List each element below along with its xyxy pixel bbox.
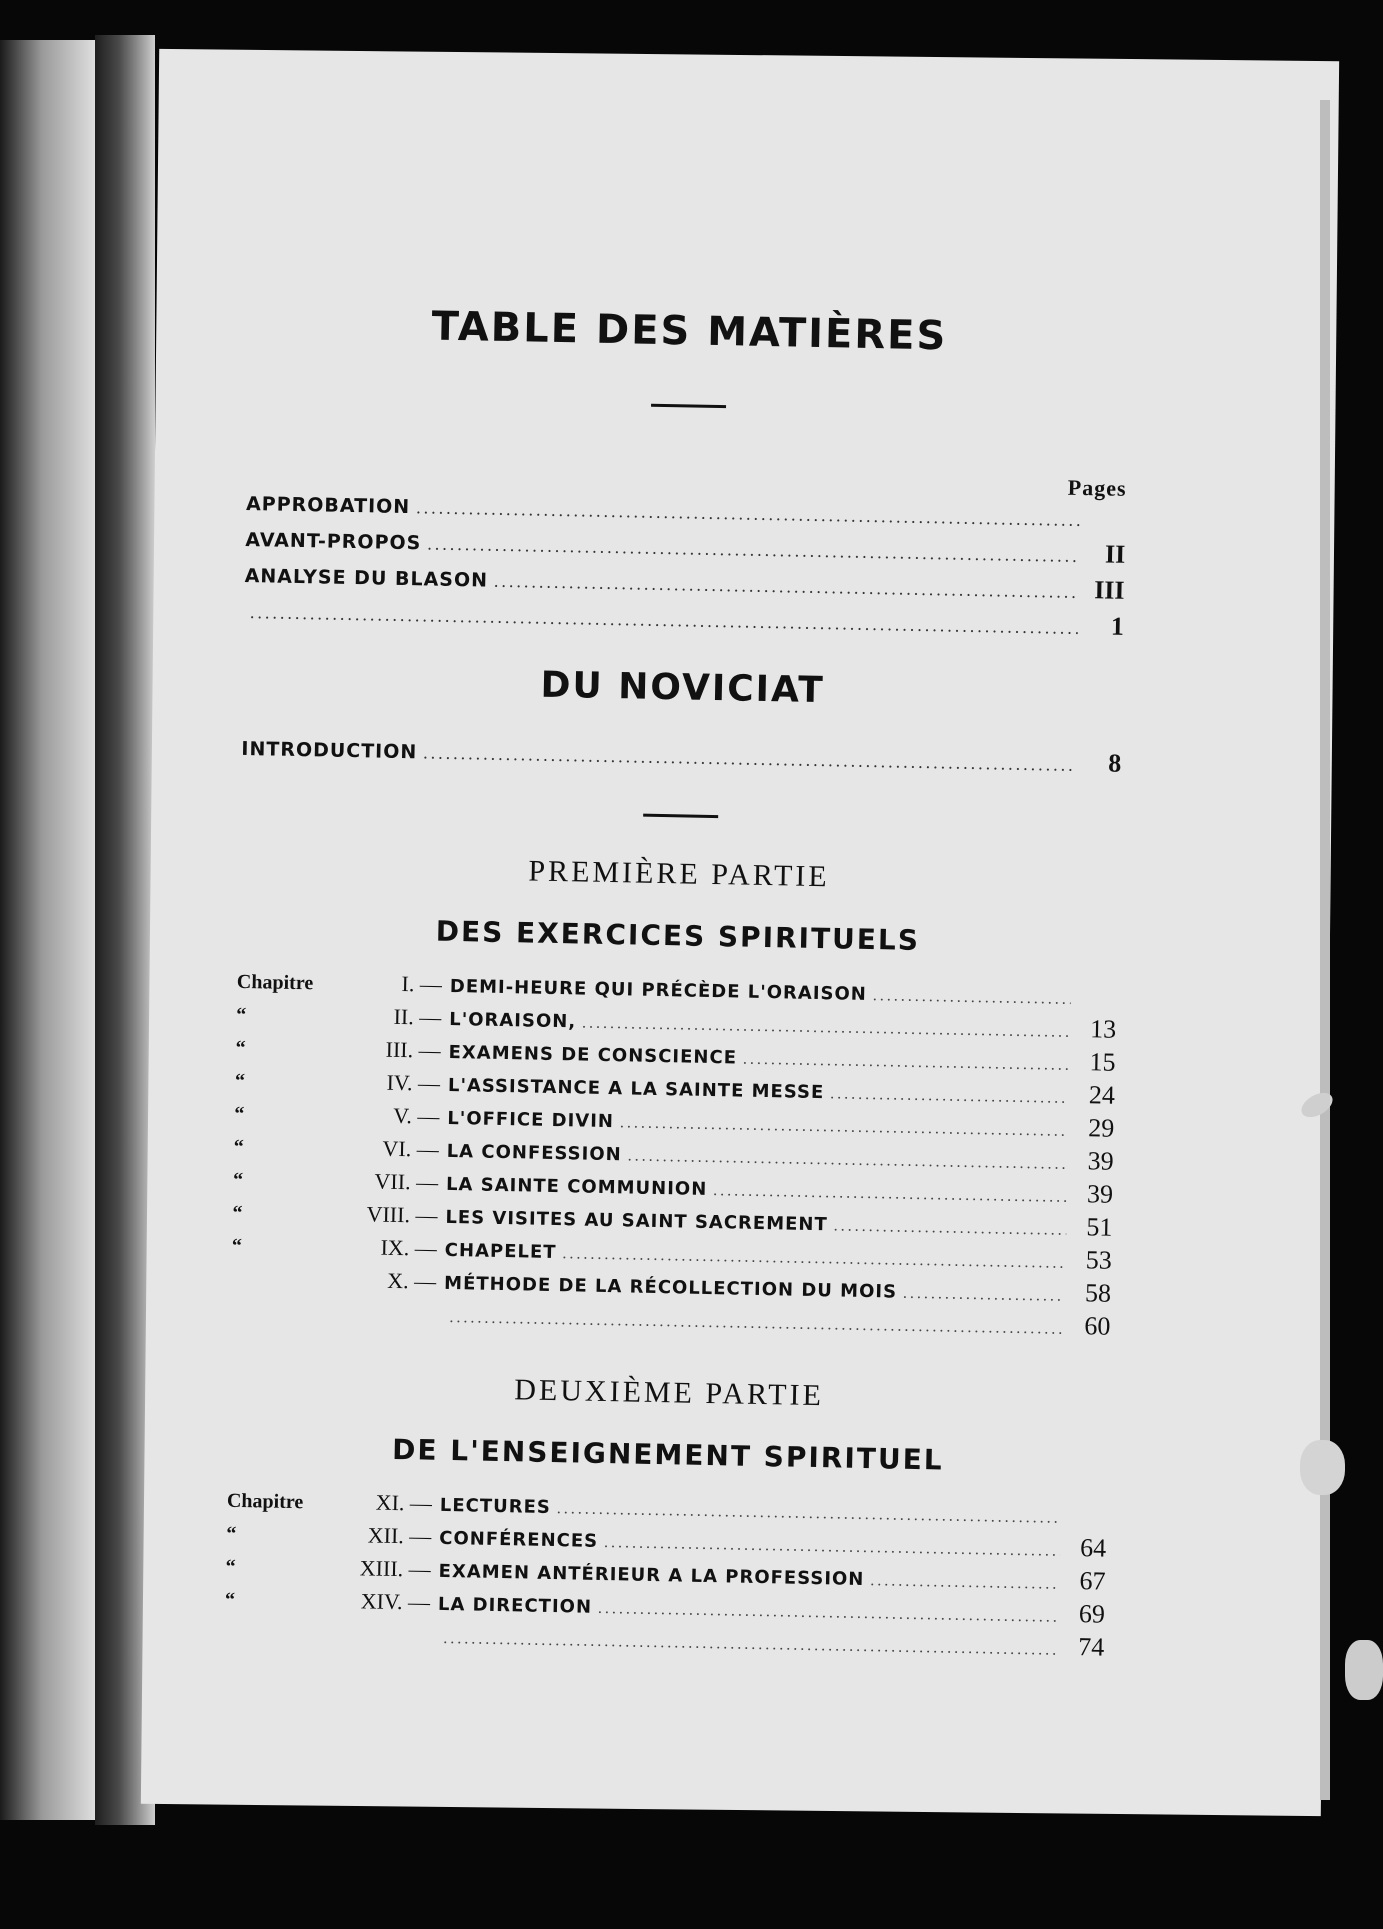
entry-label: APPROBATION [245, 492, 411, 519]
toc-entry-introduction [241, 730, 1122, 783]
chapter-number: VIII. — [366, 1201, 438, 1228]
leader-dots [830, 1079, 1069, 1113]
part-title: DEUXIÈME PARTIE [514, 1373, 825, 1413]
chapter-lead: “ [234, 1069, 246, 1093]
chapter-title: L'ASSISTANCE A LA SAINTE MESSE [447, 1074, 825, 1104]
chapter-lead [230, 1318, 340, 1320]
leader-dots [903, 1279, 1066, 1311]
chapter-title: MÉTHODE DE LA RÉCOLLECTION DU MOIS [443, 1272, 898, 1303]
chapter-lead: “ [232, 1201, 243, 1225]
divider [643, 814, 718, 818]
divider [651, 404, 726, 408]
chapter-number: VII. — [374, 1168, 439, 1195]
chapter-lead: “ [236, 1003, 247, 1027]
leader-dots [870, 1566, 1060, 1599]
front-matter-list [244, 487, 1127, 646]
chapter-title: EXAMENS DE CONSCIENCE [448, 1041, 738, 1069]
chapter-number: XIV. — [360, 1588, 431, 1615]
chapter-title: LES VISITES AU SAINT SACREMENT [445, 1206, 828, 1236]
entry-page: 1 [1110, 611, 1125, 641]
chapter-lead: “ [226, 1522, 237, 1545]
chapter-number: III. — [385, 1036, 441, 1063]
part-subtitle: DE L'ENSEIGNEMENT SPIRITUEL [391, 1432, 944, 1477]
chapter-lead: “ [235, 1036, 246, 1060]
chapter-title: L'ORAISON, [449, 1008, 577, 1033]
scan-artifact [1300, 1440, 1345, 1495]
chapter-number [334, 1641, 437, 1643]
chapter-lead: “ [233, 1135, 244, 1159]
chapter-page: 67 [1079, 1566, 1106, 1596]
chapter-lead: Chapitre [236, 970, 314, 995]
chapter-title: LA DIRECTION [437, 1593, 593, 1618]
chapter-page: 60 [1084, 1311, 1111, 1341]
entry-page: II [1104, 539, 1126, 569]
entry-page: III [1093, 575, 1125, 605]
leader-dots [833, 1211, 1066, 1244]
chapter-lead: “ [224, 1588, 236, 1611]
section-title: DU NOVICIAT [540, 664, 826, 712]
pages-column-header: Pages [1067, 474, 1127, 501]
page-title: TABLE DES MATIÈRES [431, 303, 948, 360]
leader-dots [423, 735, 1076, 782]
chapter-title: LA CONFESSION [446, 1140, 622, 1166]
chapter-lead: “ [231, 1234, 243, 1258]
leader-dots [449, 1303, 1064, 1344]
chapter-page: 24 [1088, 1080, 1116, 1110]
chapter-number: V. — [393, 1102, 440, 1129]
entry-label: ANALYSE DU BLASON [244, 564, 489, 592]
chapter-title: CHAPELET [444, 1239, 557, 1264]
chapter-title: EXAMEN ANTÉRIEUR A LA PROFESSION [438, 1560, 865, 1591]
chapter-page: 74 [1078, 1632, 1105, 1662]
chapter-page: 69 [1078, 1599, 1106, 1629]
chapter-number: XII. — [367, 1522, 432, 1549]
chapter-page [1067, 1523, 1107, 1524]
entry-page [1086, 526, 1126, 527]
chapter-title: LECTURES [439, 1494, 552, 1518]
chapter-page: 39 [1086, 1179, 1114, 1209]
chapter-lead: “ [225, 1555, 236, 1578]
entry-label: INTRODUCTION [241, 737, 418, 764]
chapter-lead: “ [234, 1102, 245, 1126]
chapter-number: IX. — [380, 1234, 438, 1261]
scan-artifact [1345, 1640, 1383, 1700]
chapter-number: II. — [393, 1003, 442, 1030]
chapter-page: 53 [1085, 1245, 1113, 1275]
chapter-page: 39 [1087, 1146, 1114, 1176]
entry-page: 8 [1107, 748, 1122, 778]
chapter-list [230, 966, 1117, 1345]
chapter-lead [224, 1639, 334, 1641]
chapter-lead: “ [232, 1168, 244, 1192]
chapter-number: XI. — [375, 1489, 433, 1516]
chapter-title: CONFÉRENCES [439, 1527, 599, 1552]
chapter-page: 29 [1087, 1113, 1115, 1143]
chapter-page: 58 [1084, 1278, 1112, 1308]
chapter-title: DEMI-HEURE QUI PRÉCÈDE L'ORAISON [449, 975, 868, 1005]
chapter-lead [231, 1285, 341, 1287]
chapter-number: X. — [387, 1267, 437, 1294]
chapter-page: 51 [1086, 1212, 1113, 1242]
chapter-number [340, 1320, 443, 1322]
leader-dots [873, 981, 1071, 1014]
chapter-number: VI. — [382, 1135, 439, 1162]
chapter-number: IV. — [386, 1069, 441, 1096]
chapter-title: LA SAINTE COMMUNION [445, 1173, 708, 1200]
chapter-list [224, 1485, 1107, 1666]
part-title: PREMIÈRE PARTIE [528, 854, 830, 894]
chapter-page: 64 [1079, 1533, 1107, 1563]
chapter-number: XIII. — [359, 1555, 431, 1582]
table-of-contents [224, 300, 1130, 1666]
chapter-number: I. — [401, 971, 443, 997]
entry-label: AVANT-PROPOS [245, 528, 422, 555]
chapter-lead: Chapitre [226, 1489, 304, 1514]
page-edge [1320, 100, 1330, 1800]
part-subtitle: DES EXERCICES SPIRITUELS [435, 914, 921, 957]
chapter-title: L'OFFICE DIVIN [447, 1107, 615, 1133]
chapter-page: 13 [1089, 1014, 1117, 1044]
chapter-page: 15 [1089, 1047, 1116, 1077]
chapter-page [1077, 1004, 1117, 1005]
